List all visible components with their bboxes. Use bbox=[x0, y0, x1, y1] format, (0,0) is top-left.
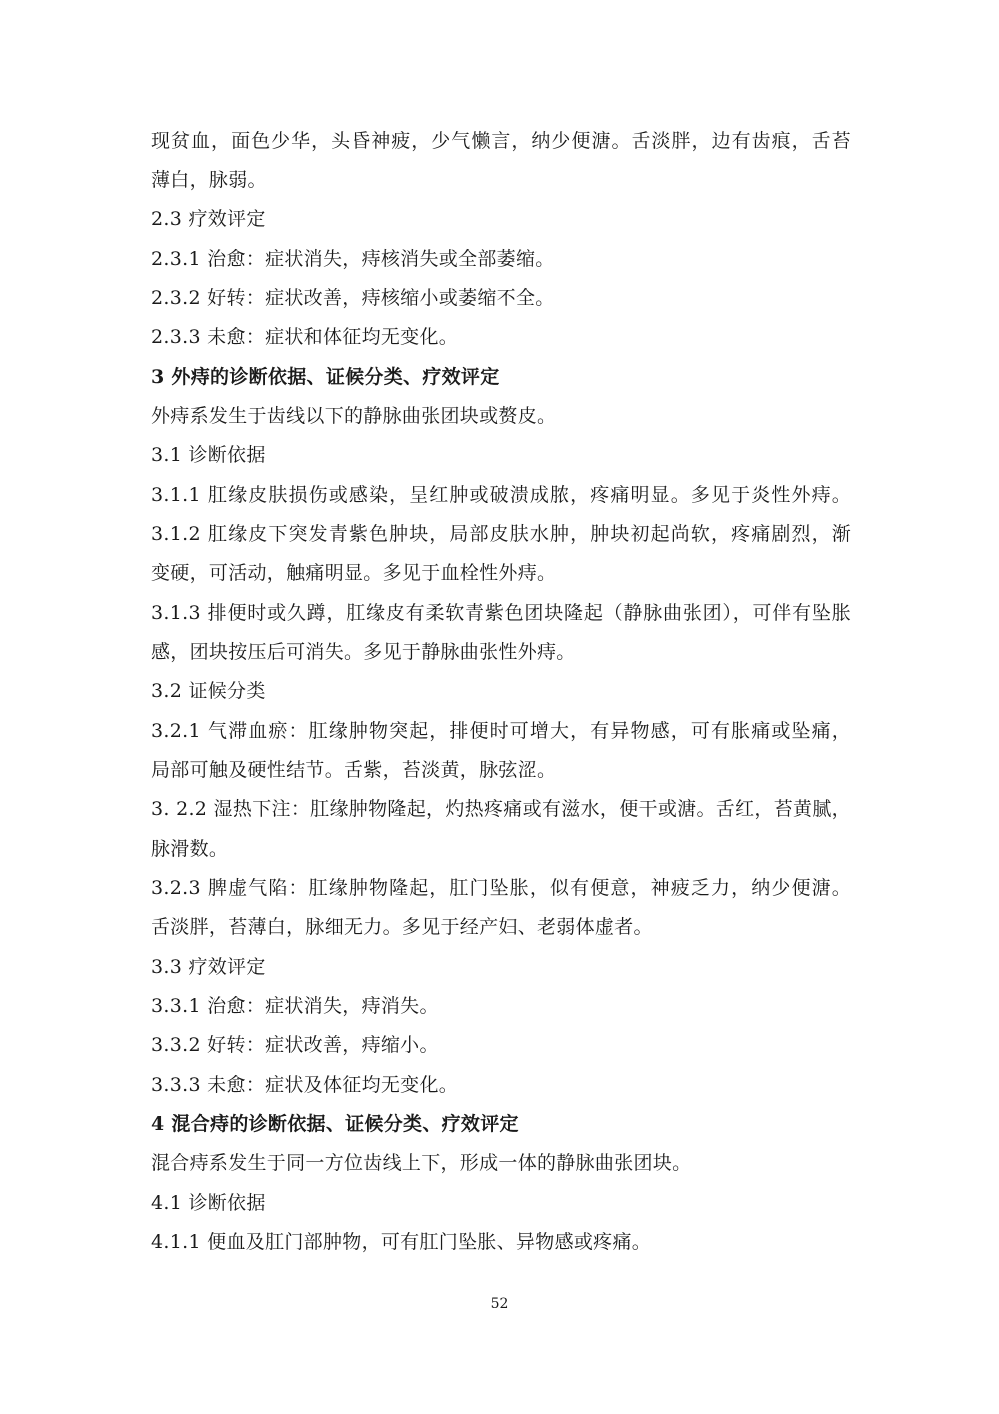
paragraph-line: 现贫血，面色少华，头昏神疲，少气懒言，纳少便溏。舌淡胖，边有齿痕，舌苔 bbox=[151, 130, 851, 152]
section-heading: 3.1 诊断依据 bbox=[151, 444, 266, 466]
list-item: 4.1.1 便血及肛门部肿物，可有肛门坠胀、异物感或疼痛。 bbox=[151, 1231, 652, 1253]
list-item: 2.3.3 未愈：症状和体征均无变化。 bbox=[151, 326, 459, 348]
list-item: 3.2.1 气滞血瘀：肛缘肿物突起，排便时可增大，有异物感，可有胀痛或坠痛， bbox=[151, 720, 851, 742]
list-item: 3.1.2 肛缘皮下突发青紫色肿块，局部皮肤水肿，肿块初起尚软，疼痛剧烈，渐 bbox=[151, 523, 851, 545]
section-heading: 3.3 疗效评定 bbox=[151, 956, 266, 978]
list-item: 3.3.3 未愈：症状及体征均无变化。 bbox=[151, 1074, 459, 1096]
paragraph-line: 舌淡胖，苔薄白，脉细无力。多见于经产妇、老弱体虚者。 bbox=[151, 916, 653, 938]
paragraph-line: 局部可触及硬性结节。舌紫，苔淡黄，脉弦涩。 bbox=[151, 759, 557, 781]
list-item: 3. 2.2 湿热下注：肛缘肿物隆起，灼热疼痛或有滋水，便干或溏。舌红，苔黄腻， bbox=[151, 798, 851, 820]
list-item: 3.3.1 治愈：症状消失，痔消失。 bbox=[151, 995, 439, 1017]
section-heading: 2.3 疗效评定 bbox=[151, 208, 266, 230]
paragraph-line: 外痔系发生于齿线以下的静脉曲张团块或赘皮。 bbox=[151, 405, 557, 427]
list-item: 3.1.1 肛缘皮肤损伤或感染，呈红肿或破溃成脓，疼痛明显。多见于炎性外痔。 bbox=[151, 484, 851, 506]
paragraph-line: 薄白，脉弱。 bbox=[151, 169, 267, 191]
paragraph-line: 混合痔系发生于同一方位齿线上下，形成一体的静脉曲张团块。 bbox=[151, 1152, 692, 1174]
paragraph-line: 变硬，可活动，触痛明显。多见于血栓性外痔。 bbox=[151, 562, 557, 584]
list-item: 2.3.1 治愈：症状消失，痔核消失或全部萎缩。 bbox=[151, 248, 555, 270]
paragraph-line: 脉滑数。 bbox=[151, 838, 229, 860]
page-number: 52 bbox=[490, 1296, 509, 1312]
section-heading: 3.2 证候分类 bbox=[151, 680, 266, 702]
list-item: 2.3.2 好转：症状改善，痔核缩小或萎缩不全。 bbox=[151, 287, 555, 309]
chapter-heading: 3 外痔的诊断依据、证候分类、疗效评定 bbox=[151, 366, 500, 388]
list-item: 3.3.2 好转：症状改善，痔缩小。 bbox=[151, 1034, 439, 1056]
list-item: 3.1.3 排便时或久蹲，肛缘皮有柔软青紫色团块隆起（静脉曲张团），可伴有坠胀 bbox=[151, 602, 851, 624]
section-heading: 4.1 诊断依据 bbox=[151, 1192, 266, 1214]
list-item: 3.2.3 脾虚气陷：肛缘肿物隆起，肛门坠胀，似有便意，神疲乏力，纳少便溏。 bbox=[151, 877, 851, 899]
paragraph-line: 感，团块按压后可消失。多见于静脉曲张性外痔。 bbox=[151, 641, 576, 663]
chapter-heading: 4 混合痔的诊断依据、证候分类、疗效评定 bbox=[151, 1113, 519, 1135]
